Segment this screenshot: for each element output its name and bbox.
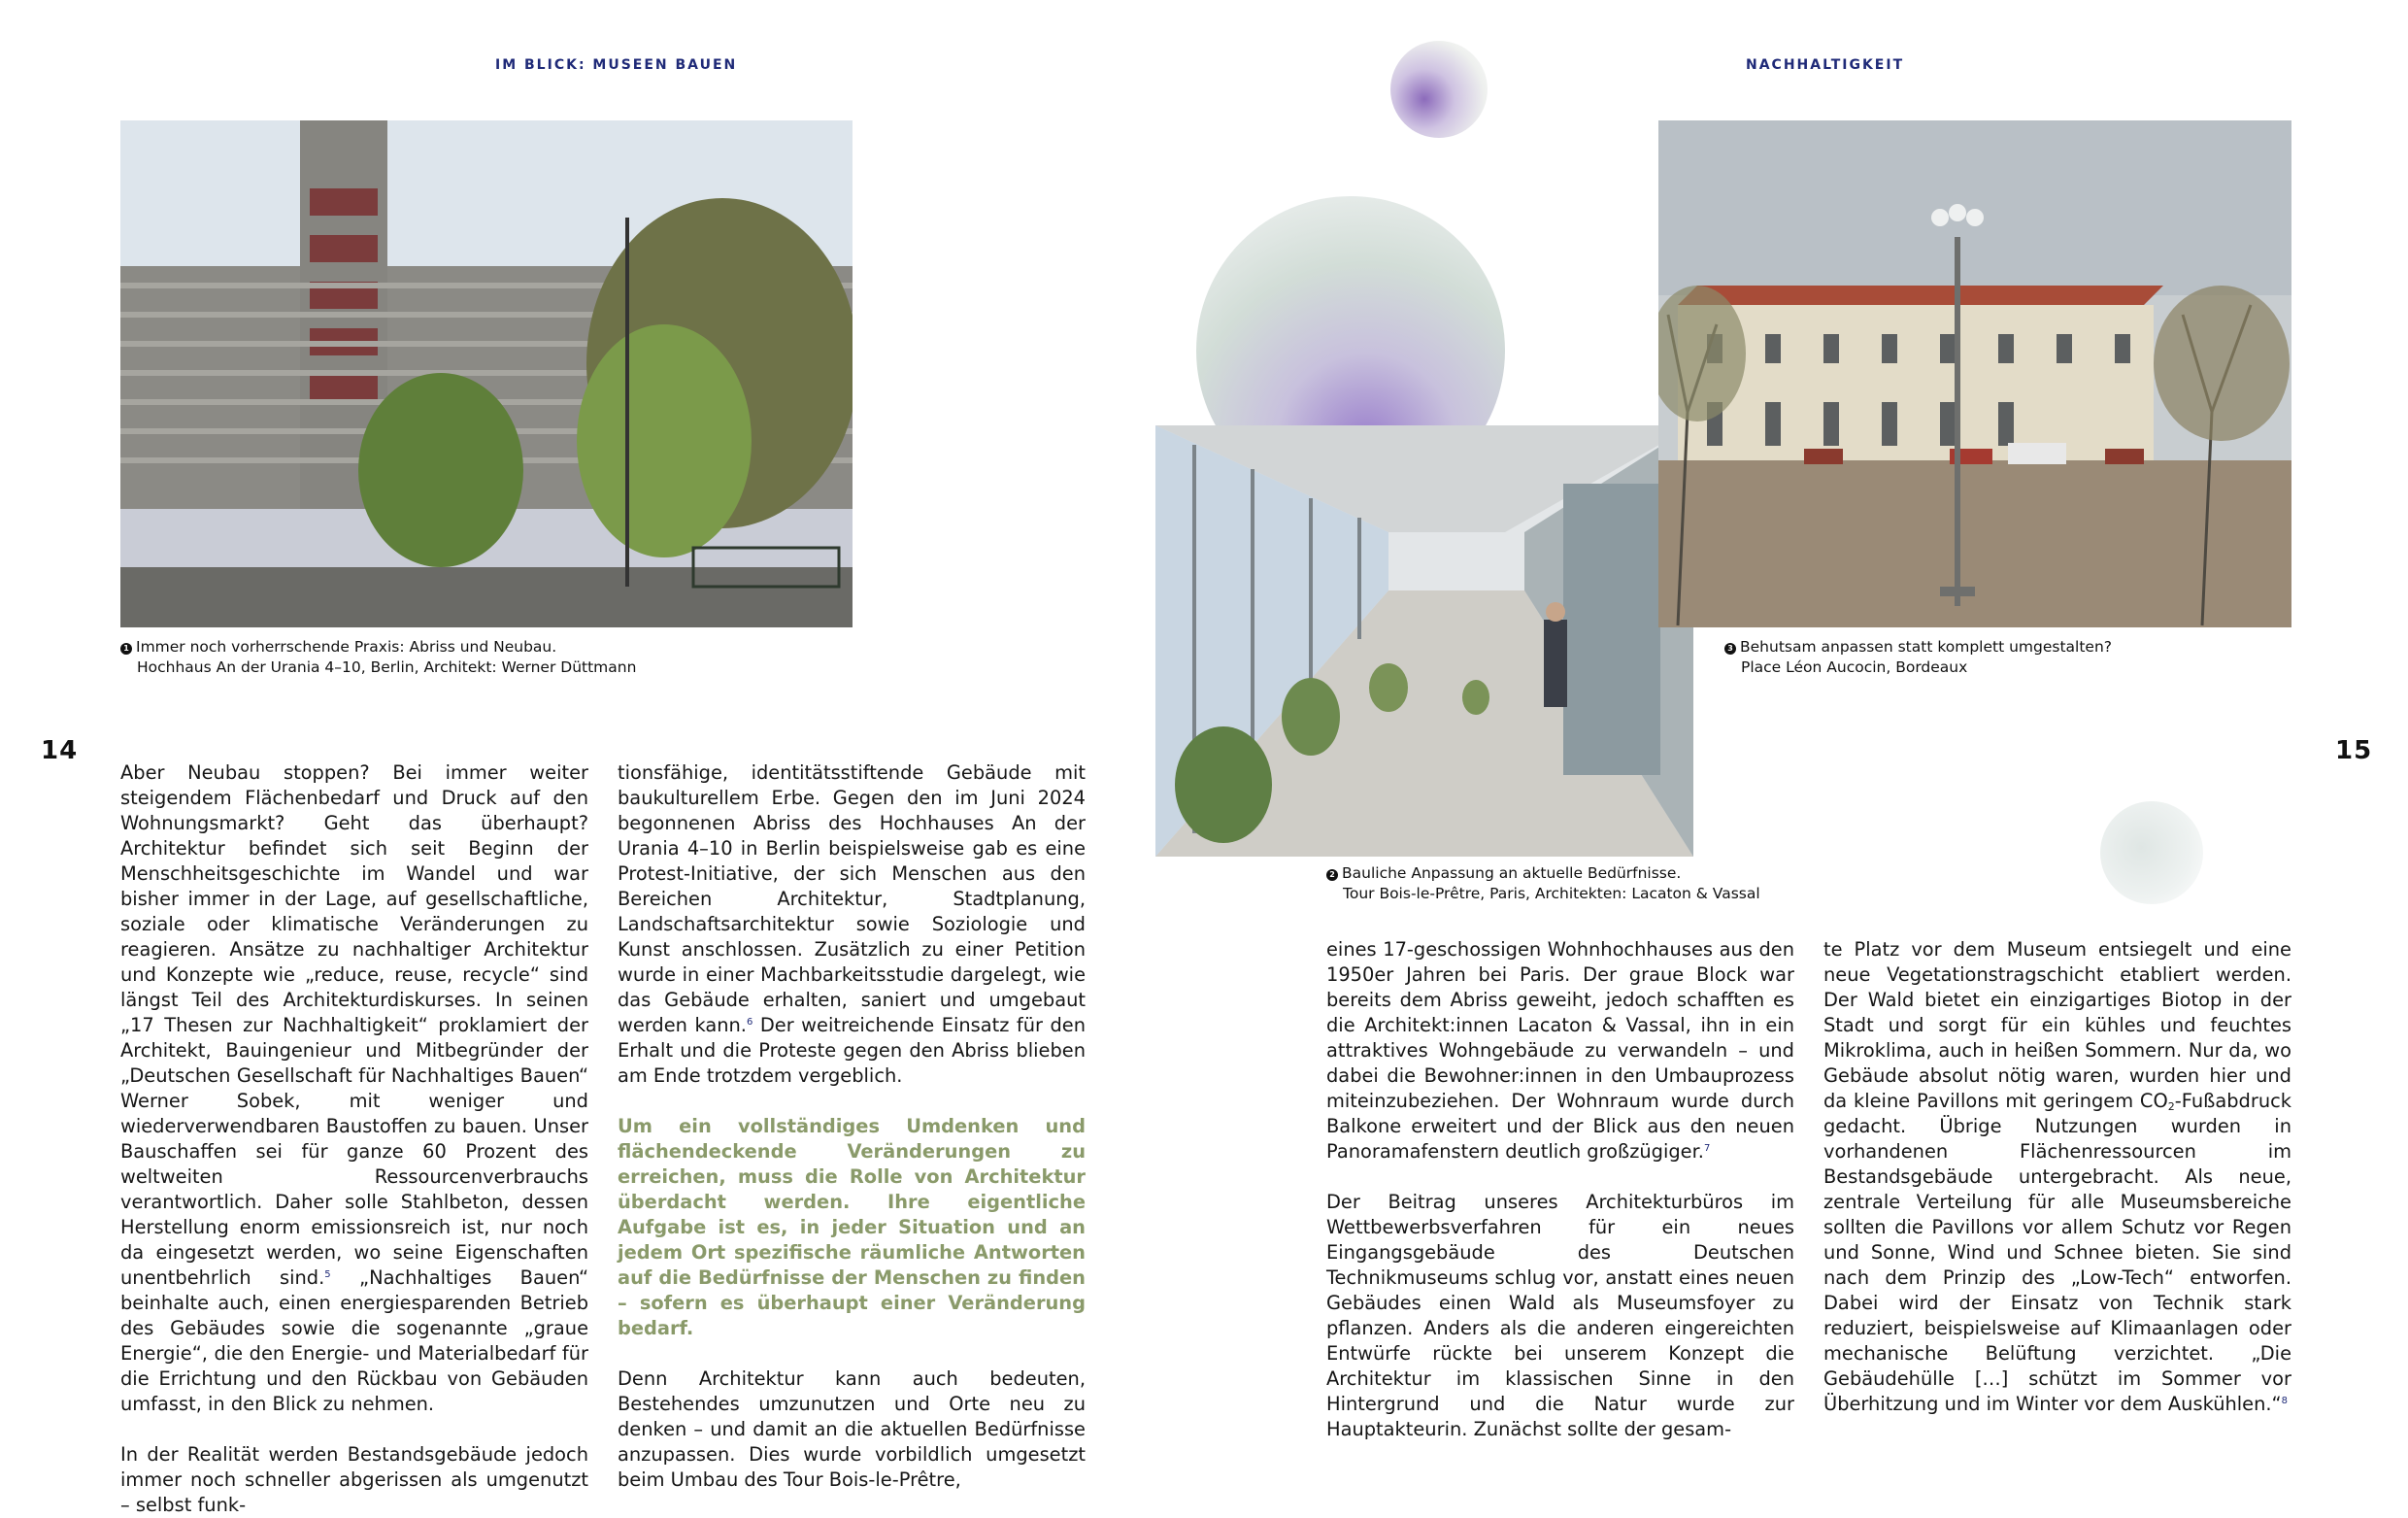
- subscript: 2: [2167, 1100, 2175, 1113]
- paragraph: [1823, 937, 2291, 1417]
- footnote-ref: 5: [324, 1269, 331, 1280]
- text-column-4: [1823, 937, 2291, 1417]
- paragraph-text: tionsfähige, identitätsstiftende Gebäude mit baukulturellem Erbe. Gegen den im Juni 2024 begonnenen Abriss des Hochhauses An der Urania 4–10 in Berlin beispielsweise gab es eine Protest-Initiative, der sich Menschen aus den Bereichen Architektur, Stadtplanung, Landschaftsarchitektur sowie Soziologie und Kunst anschlossen. Zusätzlich zu einer Petition wurde in einer Machbarkeitsstudie dargelegt, wie das Gebäude erhalten, saniert und umgebaut werden kann.: [618, 761, 1086, 1036]
- page-number-right: 15: [2335, 736, 2373, 765]
- paragraph: In der Realität werden Bestandsgebäude jedoch immer noch schneller abgerissen als umgenutzt – selbst funk-: [120, 1443, 588, 1516]
- text-column-2: [618, 760, 1086, 1493]
- decorative-bubble-small-right: [2100, 801, 2203, 904]
- photo-tour-bois-le-pretre: [1155, 425, 1693, 857]
- paragraph-text: Der weitreichende Einsatz für den Erhalt und die Proteste gegen den Abriss blieben am Ende trotzdem vergeblich.: [618, 1014, 1087, 1087]
- paragraph-text: Aber Neubau stoppen? Bei immer weiter steigendem Flächenbedarf und Druck auf den Wohnungsmarkt? Geht das überhaupt? Architektur befindet sich seit Beginn der Menschheitsgeschichte im Wandel und war bisher immer in der Lage, auf gesellschaftliche, soziale oder klimatische Veränderungen zu reagieren. Ansätze zu nachhaltiger Architektur und Konzepte wie „reduce, reuse, recycle“ sind längst Teil des Architekturdiskurses. In seinen „17 Thesen zur Nachhaltigkeit“ proklamiert der Architekt, Bauingenieur und Mitbegründer der „Deutschen Gesellschaft für Nachhaltiges Bauen“ Werner Sobek, mit weniger und wiederverwendbaren Baustoffen zu bauen. Unser Bauschaffen sei für ganze 60 Prozent des weltweiten Ressourcenverbrauchs verantwortlich. Daher solle Stahlbeton, dessen Herstellung enorm emissionsreich ist, nur noch da eingesetzt werden, wo seine Eigenschaften unentbehrlich sind.: [120, 761, 588, 1289]
- text-column-3: [1326, 937, 1794, 1442]
- paragraph-text: te Platz vor dem Museum entsiegelt und eine neue Vegetationstragschicht etabliert werden. Der Wald bietet ein einzigartiges Biotop in der Stadt und sorgt für ein kühles und feuchtes Mikroklima, auch in heißen Sommern. Nur da, wo Gebäude absolut nötig waren, wurden hier und da kleine Pavillons mit geringem CO: [1823, 938, 2291, 1112]
- paragraph: [120, 760, 588, 1417]
- paragraph: Der Beitrag unseres Architekturbüros im Wettbewerbsverfahren für ein neues Eingangsgebäude des Deutschen Technikmuseums schlug vor, anstatt eines neuen Gebäudes einen Wald als Museumsfoyer zu pflanzen. Anders als die anderen eingereichten Entwürfe rückte bei unserem Konzept die Architektur im klassischen Sinne in den Hintergrund und die Natur wurde zur Hauptakteurin. Zunächst sollte der gesam-: [1326, 1191, 1794, 1440]
- text-column-1: [120, 760, 588, 1518]
- footnote-ref: 6: [746, 1017, 753, 1028]
- photo-place-leon-aucocin: [1658, 120, 2291, 627]
- caption-line-1: Bauliche Anpassung an aktuelle Bedürfnisse.: [1342, 864, 1682, 882]
- paragraph: Denn Architektur kann auch bedeuten, Bestehendes umzunutzen und Orte neu zu denken – und damit an die aktuellen Bedürfnisse anzupassen. Dies wurde vorbildlich umgesetzt beim Umbau des Tour Bois-le-Prêtre,: [618, 1367, 1086, 1491]
- caption-line-2: Tour Bois-le-Prêtre, Paris, Architekten: Lacaton & Vassal: [1343, 885, 1760, 902]
- decorative-bubble-small-top: [1390, 41, 1488, 138]
- footnote-ref: 8: [2281, 1396, 2288, 1406]
- paragraph: [618, 760, 1086, 1089]
- caption-line-1: Behutsam anpassen statt komplett umgestalten?: [1740, 638, 2113, 656]
- running-header-right: NACHHALTIGKEIT: [1746, 57, 1905, 73]
- footnote-ref: 7: [1703, 1143, 1711, 1154]
- paragraph: [1326, 937, 1794, 1164]
- caption-photo-1: [120, 637, 636, 678]
- caption-line-2: Place Léon Aucocin, Bordeaux: [1741, 658, 1968, 676]
- caption-number-badge: 2: [1326, 869, 1338, 881]
- paragraph-text: „Nachhaltiges Bauen“ beinhalte auch, einen energiesparenden Betrieb des Gebäudes sowie die sogenannte „graue Energie“, die den Energie- und Materialbedarf für die Errichtung und den Rückbau von Gebäuden umfasst, in den Blick zu nehmen.: [120, 1266, 588, 1415]
- page-number-left: 14: [41, 736, 79, 765]
- caption-photo-2: [1326, 863, 1760, 904]
- caption-number-badge: 1: [120, 643, 132, 655]
- pull-quote: Um ein vollständiges Umdenken und flächendeckende Veränderungen zu erreichen, muss die Rolle von Architektur überdacht werden. Ihre eigentliche Aufgabe ist es, in jeder Situation und an jedem Ort spezifische räumliche Antworten auf die Bedürfnisse der Menschen zu finden – sofern es überhaupt einer Veränderung bedarf.: [618, 1115, 1086, 1339]
- running-header-left: IM BLICK: MUSEEN BAUEN: [495, 57, 738, 73]
- caption-number-badge: 3: [1724, 643, 1736, 655]
- caption-line-2: Hochhaus An der Urania 4–10, Berlin, Architekt: Werner Düttmann: [137, 658, 637, 676]
- photo-hochhaus-urania: [120, 120, 853, 627]
- paragraph-text: -Fußabdruck gedacht. Übrige Nutzungen wurden in vorhandenen Flächenressourcen im Bestandsgebäude untergebracht. Als neue, zentrale Verteilung für alle Museumsbereiche sollten die Pavillons vor allem Schutz vor Regen und Sonne, Wind und Schnee bieten. Sie sind nach dem Prinzip des „Low-Tech“ entworfen. Dabei wird der Einsatz von Technik stark reduziert, beispielsweise auf Klimaanlagen oder mechanische Belüftung verzichtet. „Die Gebäudehülle […] schützt im Sommer vor Überhitzung und im Winter vor dem Auskühlen.“: [1823, 1090, 2291, 1415]
- paragraph-text: eines 17-geschossigen Wohnhochhauses aus den 1950er Jahren bei Paris. Der graue Block war bereits dem Abriss geweiht, jedoch schafften es die Architekt:innen Lacaton & Vassal, ihn in ein attraktives Wohngebäude zu verwandeln – und dabei die Bewohner:innen in den Umbauprozess miteinzubeziehen. Der Wohnraum wurde durch Balkone erweitert und der Blick aus den neuen Panoramafenstern deutlich großzügiger.: [1326, 938, 1794, 1163]
- caption-photo-3: [1724, 637, 2112, 678]
- caption-line-1: Immer noch vorherrschende Praxis: Abriss und Neubau.: [136, 638, 557, 656]
